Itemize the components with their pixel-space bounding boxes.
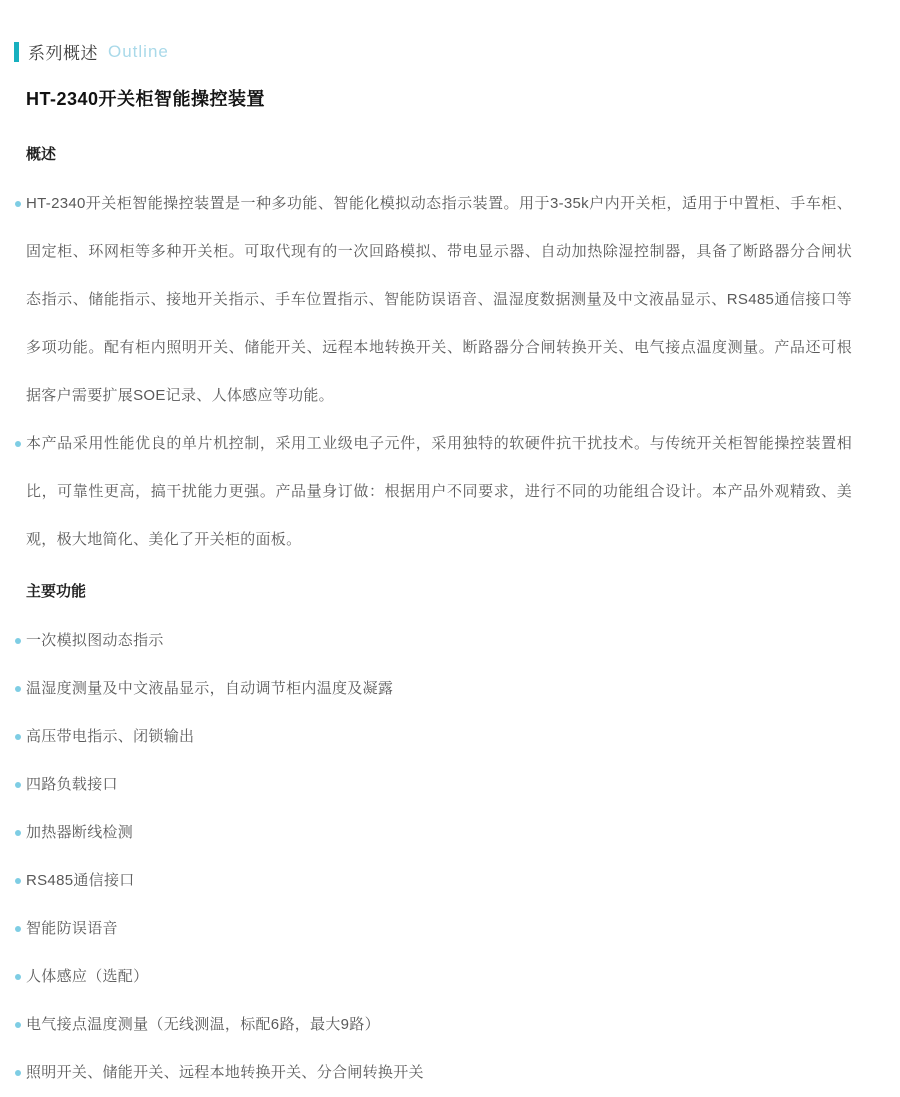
feature-item-text: 温湿度测量及中文液晶显示，自动调节柜内温度及凝露 — [26, 680, 394, 697]
feature-item-text: 人体感应（选配） — [26, 968, 149, 985]
bullet-dot-icon — [15, 1070, 21, 1076]
feature-item-text: 高压带电指示、闭锁输出 — [26, 728, 195, 745]
feature-item — [26, 857, 852, 905]
overview-paragraphs — [26, 180, 852, 564]
feature-item-text: 四路负载接口 — [26, 776, 118, 793]
bullet-dot-icon — [15, 734, 21, 740]
accent-bar — [14, 42, 19, 62]
feature-item — [26, 1049, 852, 1097]
bullet-dot-icon — [15, 974, 21, 980]
feature-item — [26, 905, 852, 953]
overview-paragraph — [26, 180, 852, 420]
product-title: HT-2340开关柜智能操控装置 — [26, 89, 266, 109]
bullet-dot-icon — [15, 686, 21, 692]
section-header-title-cn: 系列概述 — [28, 44, 98, 63]
features-heading: 主要功能 — [26, 583, 87, 600]
section-header-title-en: Outline — [108, 41, 169, 61]
feature-list — [26, 617, 852, 1097]
bullet-dot-icon — [15, 638, 21, 644]
overview-paragraph-text: 本产品采用性能优良的单片机控制，采用工业级电子元件，采用独特的软硬件抗干扰技术。与传统开关柜智能操控装置相比，可靠性更高，搞干扰能力更强。产品量身订做：根据用户不同要求，进行不同的功能组合设计。本产品外观精致、美观，极大地简化、美化了开关柜的面板。 — [26, 435, 852, 548]
feature-item-text: RS485通信接口 — [26, 872, 135, 889]
feature-item — [26, 1001, 852, 1049]
bullet-dot-icon — [15, 782, 21, 788]
feature-item — [26, 617, 852, 665]
bullet-dot-icon — [15, 926, 21, 932]
bullet-dot-icon — [15, 830, 21, 836]
feature-item-text: 电气接点温度测量（无线测温，标配6路，最大9路） — [26, 1016, 380, 1033]
feature-item-text: 照明开关、储能开关、远程本地转换开关、分合闸转换开关 — [26, 1064, 424, 1081]
feature-item-text: 加热器断线检测 — [26, 824, 134, 841]
overview-heading: 概述 — [26, 146, 57, 163]
feature-item — [26, 761, 852, 809]
bullet-dot-icon — [15, 441, 21, 447]
overview-paragraph-text: HT-2340开关柜智能操控装置是一种多功能、智能化模拟动态指示装置。用于3-35k户内开关柜，适用于中置柜、手车柜、固定柜、环网柜等多种开关柜。可取代现有的一次回路模拟、带电显示器、自动加热除湿控制器，具备了断路器分合闸状态指示、储能指示、接地开关指示、手车位置指示、智能防误语音、温湿度数据测量及中文液晶显示、RS485通信接口等多项功能。配有柜内照明开关、储能开关、远程本地转换开关、断路器分合闸转换开关、电气接点温度测量。产品还可根据客户需要扩展SOE记录、人体感应等功能。 — [26, 195, 852, 404]
bullet-dot-icon — [15, 201, 21, 207]
feature-item — [26, 953, 852, 1001]
feature-item — [26, 713, 852, 761]
bullet-dot-icon — [15, 878, 21, 884]
feature-item-text: 一次模拟图动态指示 — [26, 632, 164, 649]
section-header — [14, 41, 900, 62]
feature-item — [26, 665, 852, 713]
feature-item — [26, 809, 852, 857]
bullet-dot-icon — [15, 1022, 21, 1028]
feature-item-text: 智能防误语音 — [26, 920, 118, 937]
overview-paragraph — [26, 420, 852, 564]
